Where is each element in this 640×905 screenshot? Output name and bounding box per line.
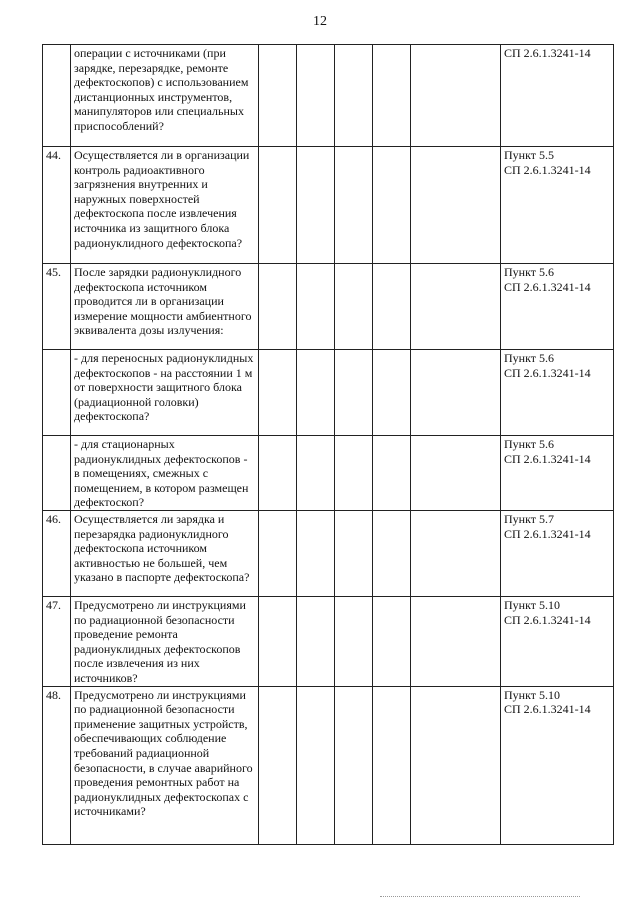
answer-cell-extra[interactable]	[373, 510, 411, 596]
answer-cell-yes[interactable]	[259, 264, 297, 350]
comment-cell[interactable]	[411, 510, 501, 596]
answer-cell-extra[interactable]	[373, 436, 411, 511]
reference-line: Пункт 5.6	[504, 437, 555, 451]
question-cell: Осуществляется ли в организации контроль радиоактивного загрязнения внутренних и наружных поверхностей дефектоскопа после извлечения источника из защитного блока радионуклидного дефектоскопа?	[71, 147, 259, 264]
comment-cell[interactable]	[411, 350, 501, 436]
answer-cell-na[interactable]	[335, 350, 373, 436]
comment-cell[interactable]	[411, 264, 501, 350]
answer-cell-na[interactable]	[335, 686, 373, 844]
comment-cell[interactable]	[411, 147, 501, 264]
reference-line: СП 2.6.1.3241-14	[504, 451, 591, 466]
answer-cell-na[interactable]	[335, 436, 373, 511]
answer-cell-na[interactable]	[335, 596, 373, 686]
table-row	[43, 264, 614, 350]
question-cell: - для стационарных радионуклидных дефектоскопов - в помещениях, смежных с помещением, в котором размещен дефектоскоп?	[71, 436, 259, 511]
question-cell: операции с источниками (при зарядке, перезарядке, ремонте дефектоскопов) с использованием дистанционных инструментов, манипуляторов или специальных приспособлений?	[71, 45, 259, 147]
reference-cell	[501, 436, 614, 511]
reference-cell	[501, 264, 614, 350]
reference-cell	[501, 686, 614, 844]
answer-cell-no[interactable]	[297, 686, 335, 844]
reference-line: Пункт 5.10	[504, 687, 561, 702]
comment-cell[interactable]	[411, 45, 501, 147]
answer-cell-extra[interactable]	[373, 686, 411, 844]
reference-cell	[501, 510, 614, 596]
answer-cell-extra[interactable]	[373, 350, 411, 436]
reference-line: Пункт 5.10	[504, 597, 561, 612]
reference-line: Пункт 5.5	[504, 148, 555, 162]
reference-line: СП 2.6.1.3241-14	[504, 702, 591, 717]
comment-cell[interactable]	[411, 596, 501, 686]
reference-line: СП 2.6.1.3241-14	[504, 46, 591, 60]
row-number	[43, 350, 71, 436]
reference-cell	[501, 45, 614, 147]
reference-line: Пункт 5.6	[504, 351, 555, 365]
answer-cell-no[interactable]	[297, 45, 335, 147]
table-row	[43, 510, 614, 596]
question-cell: Предусмотрено ли инструкциями по радиационной безопасности проведение ремонта радионуклидных дефектоскопов после извлечения из них источников?	[71, 596, 259, 686]
answer-cell-yes[interactable]	[259, 350, 297, 436]
answer-cell-yes[interactable]	[259, 510, 297, 596]
comment-cell[interactable]	[411, 686, 501, 844]
table-row	[43, 350, 614, 436]
answer-cell-na[interactable]	[335, 147, 373, 264]
answer-cell-extra[interactable]	[373, 596, 411, 686]
row-number	[43, 45, 71, 147]
answer-cell-no[interactable]	[297, 147, 335, 264]
reference-line: Пункт 5.7	[504, 511, 555, 526]
answer-cell-no[interactable]	[297, 264, 335, 350]
answer-cell-no[interactable]	[297, 596, 335, 686]
comment-cell[interactable]	[411, 436, 501, 511]
answer-cell-na[interactable]	[335, 510, 373, 596]
question-cell: Осуществляется ли зарядка и перезарядка радионуклидного дефектоскопа источником активностью не большей, чем указано в паспорте дефектоскопа?	[71, 510, 259, 596]
reference-line: СП 2.6.1.3241-14	[504, 612, 591, 627]
answer-cell-na[interactable]	[335, 264, 373, 350]
answer-cell-no[interactable]	[297, 350, 335, 436]
question-cell: - для переносных радионуклидных дефектоскопов - на расстоянии 1 м от поверхности защитного блока (радиационной головки) дефектоскопа?	[71, 350, 259, 436]
reference-cell	[501, 596, 614, 686]
answer-cell-no[interactable]	[297, 436, 335, 511]
row-number: 44.	[43, 147, 71, 264]
reference-line: СП 2.6.1.3241-14	[504, 279, 591, 294]
reference-cell	[501, 147, 614, 264]
question-cell: После зарядки радионуклидного дефектоскопа источником проводится ли в организации измерение мощности амбиентного эквивалента дозы излучения:	[71, 264, 259, 350]
reference-line: СП 2.6.1.3241-14	[504, 365, 591, 380]
answer-cell-yes[interactable]	[259, 436, 297, 511]
question-cell: Предусмотрено ли инструкциями по радиационной безопасности применение защитных устройств, обеспечивающих соблюдение требований радиационной безопасности, в случае аварийного проведения ремонтных работ на радионуклидных дефектоскопах с источниками?	[71, 686, 259, 844]
answer-cell-yes[interactable]	[259, 596, 297, 686]
row-number: 48.	[43, 686, 71, 844]
answer-cell-extra[interactable]	[373, 45, 411, 147]
table-row	[43, 436, 614, 511]
row-number: 46.	[43, 510, 71, 596]
reference-line: Пункт 5.6	[504, 265, 555, 279]
row-number	[43, 436, 71, 511]
table-row	[43, 45, 614, 147]
table-row	[43, 147, 614, 264]
reference-line: СП 2.6.1.3241-14	[504, 526, 591, 541]
answer-cell-yes[interactable]	[259, 147, 297, 264]
answer-cell-yes[interactable]	[259, 45, 297, 147]
row-number: 47.	[43, 596, 71, 686]
reference-cell	[501, 350, 614, 436]
checklist-table	[42, 44, 614, 845]
answer-cell-extra[interactable]	[373, 147, 411, 264]
table-row	[43, 596, 614, 686]
answer-cell-extra[interactable]	[373, 264, 411, 350]
row-number: 45.	[43, 264, 71, 350]
page-number: 12	[313, 14, 327, 29]
answer-cell-na[interactable]	[335, 45, 373, 147]
footer-divider	[380, 896, 580, 897]
answer-cell-no[interactable]	[297, 510, 335, 596]
reference-line: СП 2.6.1.3241-14	[504, 162, 591, 177]
table-row	[43, 686, 614, 844]
answer-cell-yes[interactable]	[259, 686, 297, 844]
